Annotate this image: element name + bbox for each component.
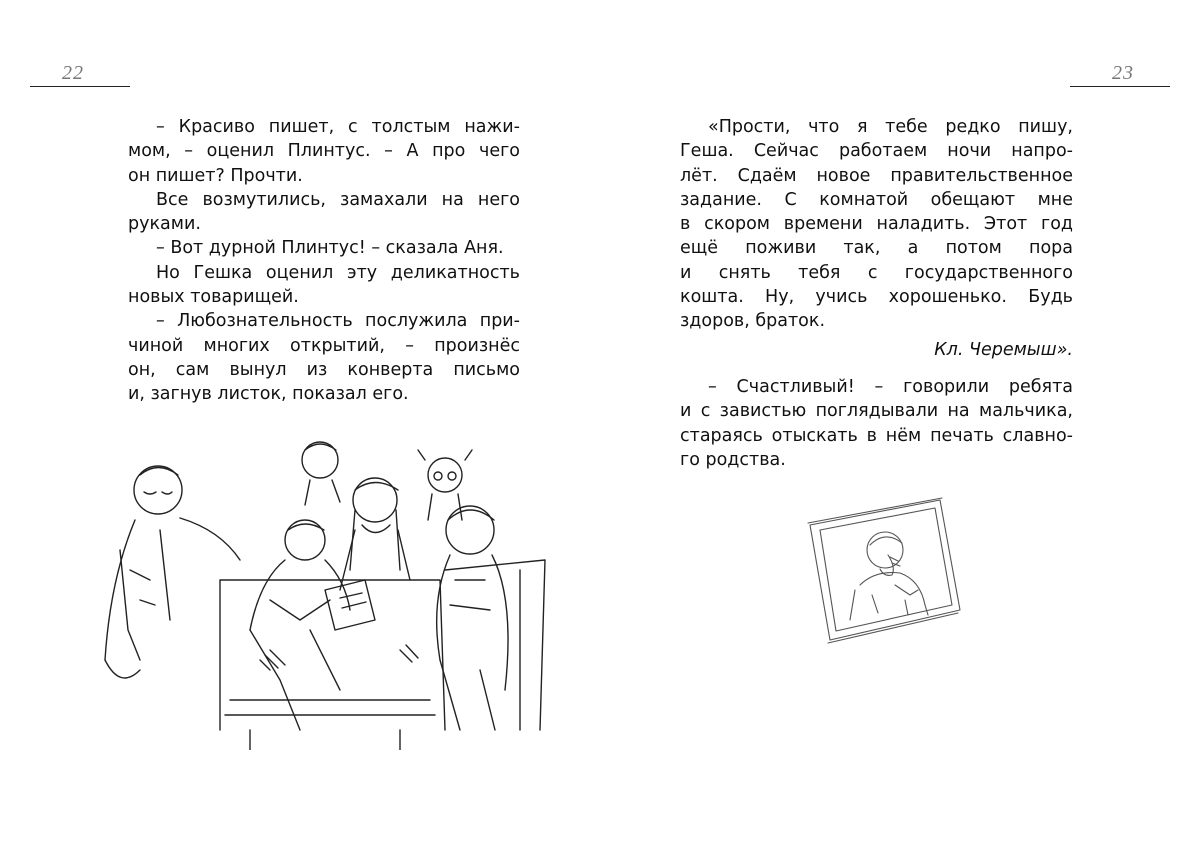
line: здоров, браток. xyxy=(680,311,826,332)
framed-portrait-sketch xyxy=(800,495,970,645)
line: он, сам вынул из конверта письмо xyxy=(128,359,520,380)
line: Геша. Сейчас работаем ночи напро- xyxy=(680,141,1073,162)
line: мом, – оценил Плинтус. – А про чего xyxy=(128,141,520,162)
left-body-text xyxy=(128,115,520,407)
line: задание. С комнатой обещают мне xyxy=(680,189,1073,210)
children-reading-letter-illustration xyxy=(100,430,555,750)
line: – Счастливый! – говорили ребята xyxy=(708,377,1073,397)
right-page xyxy=(600,0,1200,848)
letter-text xyxy=(680,115,1073,362)
line: кошта. Ну, учись хорошенько. Будь xyxy=(680,287,1073,308)
header-rule-left xyxy=(30,86,130,87)
line: стараясь отыскать в нём печать славно- xyxy=(680,425,1073,446)
after-letter-text xyxy=(680,375,1073,472)
line: в скором времени наладить. Этот год xyxy=(680,214,1073,235)
line: и, загнув листок, показал его. xyxy=(128,384,409,405)
line: и снять тебя с государственного xyxy=(680,262,1073,283)
line: – Вот дурной Плинтус! – сказала Аня. xyxy=(156,238,504,259)
line: ещё поживи так, а потом пора xyxy=(680,238,1073,259)
page-number-right: 23 xyxy=(1112,62,1134,84)
line: Но Гешка оценил эту деликатность xyxy=(156,262,520,283)
line: Все возмутились, замахали на него xyxy=(156,189,520,210)
letter-signature: Кл. Черемыш». xyxy=(934,339,1073,360)
line: – Красиво пишет, с толстым нажи- xyxy=(156,117,520,137)
line: новых товарищей. xyxy=(128,287,299,308)
line: лёт. Сдаём новое правительственное xyxy=(680,165,1073,186)
line: он пишет? Прочти. xyxy=(128,165,303,186)
line: руками. xyxy=(128,214,201,235)
line: чиной многих открытий, – произнёс xyxy=(128,335,520,356)
line: и с завистью поглядывали на мальчика, xyxy=(680,401,1073,422)
line: «Прости, что я тебе редко пишу, xyxy=(708,117,1073,137)
line: – Любознательность послужила при- xyxy=(156,311,520,332)
header-rule-right xyxy=(1070,86,1170,87)
line: го родства. xyxy=(680,449,786,470)
page-number-left: 22 xyxy=(62,62,84,84)
